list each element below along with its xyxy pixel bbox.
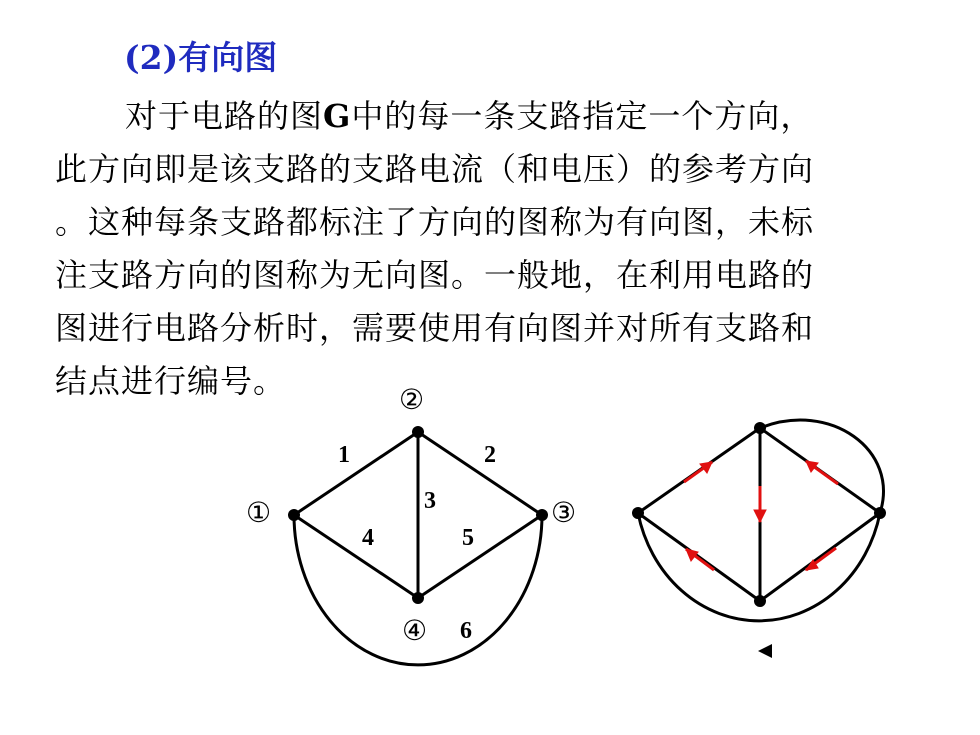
graph-symbol-g: G <box>323 97 352 135</box>
branch-1-label: 1 <box>338 442 350 468</box>
branch-2-label: 2 <box>484 442 496 468</box>
paragraph-line-5: 图进行电路分析时，需要使用有向图并对所有支路和 <box>55 309 815 347</box>
line1-part-b: 中的每一条支路指定一个方向， <box>351 97 814 135</box>
arrow-middle-head <box>754 510 766 522</box>
paragraph-line-2: 此方向即是该支路的支路电流（和电压）的参考方向 <box>55 150 815 188</box>
directed-node-top <box>754 422 766 434</box>
directed-node-right <box>874 507 886 519</box>
branch-4-edge <box>294 515 418 598</box>
branch-4-label: 4 <box>362 525 374 551</box>
paragraph-line-3: 。这种每条支路都标注了方向的图称为有向图，未标 <box>55 203 815 241</box>
node-3-label: ③ <box>551 496 577 529</box>
branch-6-label: 6 <box>460 618 472 644</box>
paragraph-line-6: 结点进行编号。 <box>55 362 287 400</box>
arrow-left-bottom-head <box>686 549 698 561</box>
line1-part-a: 对于电路的图 <box>125 97 324 135</box>
node-2-label: ② <box>399 383 425 416</box>
branch-3-label: 3 <box>424 488 436 514</box>
directed-branch-top-arc <box>760 420 883 513</box>
branch-5-label: 5 <box>462 525 474 551</box>
node-3-dot <box>536 509 548 521</box>
branch-1-edge <box>294 432 418 515</box>
node-2-dot <box>412 426 424 438</box>
directed-node-bottom <box>754 595 766 607</box>
node-1-label: ① <box>246 496 272 529</box>
directed-node-left <box>632 507 644 519</box>
node-4-dot <box>412 592 424 604</box>
node-1-dot <box>288 509 300 521</box>
section-heading: (2)有向图 <box>124 38 278 77</box>
branch-2-edge <box>418 432 542 515</box>
branch-5-edge <box>418 515 542 598</box>
directed-branch-right-bottom <box>760 513 880 601</box>
node-4-label: ④ <box>402 614 428 647</box>
paragraph-line-4: 注支路方向的图称为无向图。一般地，在利用电路的 <box>55 256 815 294</box>
arc-arrow-head <box>758 644 772 658</box>
